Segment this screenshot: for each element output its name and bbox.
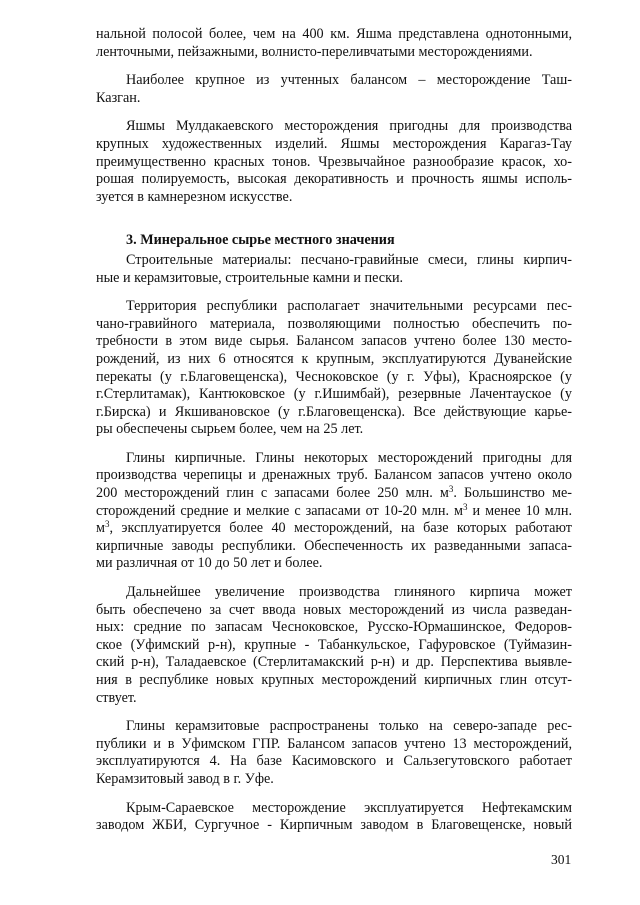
text-line: крупных художественных изделий. Яшмы месторождения Карагаз-Тау — [96, 135, 572, 152]
paragraph — [96, 118, 572, 206]
text-line: публики и в Уфимском ГПР. Балансом запасов учтено 13 месторождений, — [96, 735, 572, 752]
text-line: ные и керамзитовые, строительные камни и пески. — [96, 269, 404, 286]
text-line: заводом ЖБИ, Сургучное - Кирпичным заводом в Благовещенске, новый — [96, 817, 572, 834]
text-line: $м^3$, эксплуатируется более 40 месторождений, на базе которых работают — [96, 519, 572, 537]
text-line: Крым-Сараевское месторождение эксплуатируется Нефтекамским — [126, 799, 572, 816]
text-line: Глины кирпичные. Глины некоторых месторождений пригодны для — [126, 449, 572, 466]
text-line: быть обеспечено за счет ввода новых месторождений из числа разведан- — [96, 601, 572, 618]
page-body — [96, 26, 572, 846]
text-line: Глины керамзитовые распространены только на северо-западе рес- — [126, 718, 572, 735]
text-line: Керамзитовый завод в г. Уфе. — [96, 770, 274, 787]
text-line: сторождений средние и мелкие с запасами от 10-20 млн. $м^3$ и менее 10 млн. — [96, 501, 572, 519]
text-line: ных: средние по запасам Чесноковское, Русско-Юрмашинское, Федоров- — [96, 619, 572, 636]
text-line: перекаты (у г.Благовещенска), Чесноковское (у г. Уфы), Красноярское (у — [96, 368, 572, 385]
paragraph — [96, 718, 572, 788]
text-line: г.Стерлитамак), Кантюковское (у г.Ишимбай), резервные Лачентауское (у — [96, 386, 572, 403]
page-number: 301 — [551, 852, 572, 867]
text-line: ствует. — [96, 689, 137, 706]
text-line: Территория республики располагает значительными ресурсами пес- — [126, 298, 572, 315]
text-line: г.Бирска) и Якшивановское (у г.Благовещенска). Все действующие карье- — [96, 403, 572, 420]
paragraph — [96, 450, 572, 573]
text-line: требности в этом виде сырья. Балансом запасов учтено более 130 место- — [96, 333, 572, 350]
text-line: ленточными, пейзажными, волнисто-переливчатыми месторождениями. — [96, 43, 533, 60]
paragraph — [96, 252, 572, 287]
paragraph — [96, 26, 572, 61]
text-line: Дальнейшее увеличение производства глиняного кирпича может — [126, 584, 572, 601]
text-line: Строительные материалы: песчано-гравийные смеси, глины кирпич- — [126, 251, 572, 268]
text-line: Казган. — [96, 89, 141, 106]
text-line: зуется в камнерезном искусстве. — [96, 188, 293, 205]
text-line: рошая полируемость, высокая декоративность и прочность яшмы исполь- — [96, 171, 572, 188]
paragraph — [96, 72, 572, 107]
text-line: эксплуатируются 4. На базе Касимовского и Сальзегутовского работает — [96, 753, 572, 770]
section-heading: 3. Минеральное сырье местного значения — [126, 232, 395, 249]
text-line: ния в республике новых крупных месторождений кирпичных глин отсут- — [96, 672, 572, 688]
text-line: нальной полосой более, чем на 400 км. Яшма представлена однотонными, — [96, 26, 572, 42]
text-line: преимущественно красных тонов. Чрезвычайное разнообразие красок, хо- — [96, 153, 572, 170]
text-line: производства черепицы и дренажных труб. Балансом запасов учтено около — [96, 467, 572, 484]
paragraph — [96, 800, 572, 835]
text-line: ры обеспечены сырьем более, чем на 25 лет. — [96, 421, 364, 438]
text-line: чано-гравийного материала, позволяющими полностью обеспечить по- — [96, 315, 572, 332]
paragraph — [96, 584, 572, 707]
text-line: рождений, из них 6 относятся к крупным, эксплуатируются Дуванейские — [96, 350, 572, 367]
paragraph — [96, 298, 572, 439]
text-line: Яшмы Мулдакаевского месторождения пригодны для производства — [126, 118, 572, 135]
text-line: кирпичные заводы республики. Обеспеченность их разведанными запаса- — [96, 537, 572, 554]
text-line: Наиболее крупное из учтенных балансом – месторождение Таш- — [126, 72, 572, 89]
text-line: ский р-н), Таладаевское (Стерлитамакский р-н) и др. Перспектива выявле- — [96, 654, 572, 671]
text-line: 200 месторождений глин с запасами более 250 млн. $м^3$. Большинство ме- — [96, 484, 572, 502]
text-line: ми различная от 10 до 50 лет и более. — [96, 555, 323, 572]
text-line: ское (Уфимский р-н), крупные - Табанкульское, Гафуровское (Туймазин- — [96, 636, 572, 653]
